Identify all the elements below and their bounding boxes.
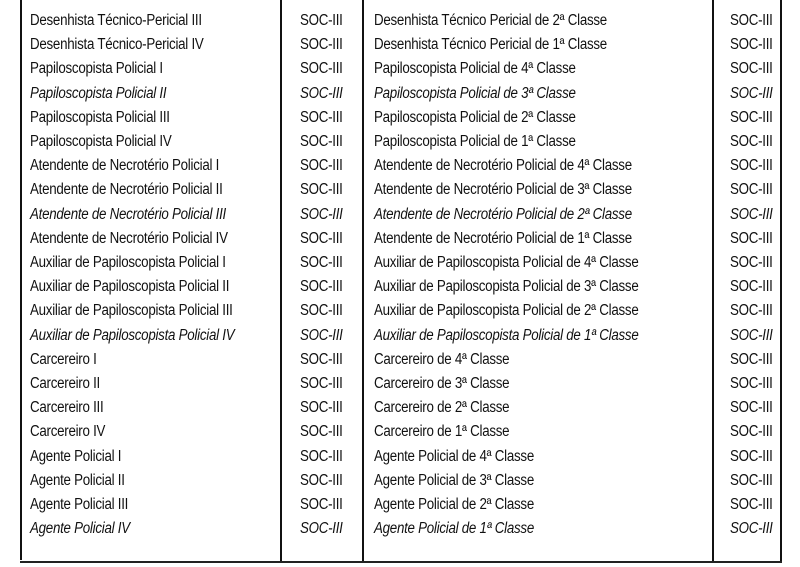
- cell-cargo-novo: Papiloscopista Policial de 2ª Classe: [374, 108, 576, 126]
- cell-cargo-novo: Agente Policial de 1ª Classe: [374, 520, 535, 538]
- table-row: [0, 298, 800, 324]
- cell-cargo-atual: Desenhista Técnico-Pericial IV: [30, 36, 204, 54]
- cell-cargo-atual: Desenhista Técnico-Pericial III: [30, 12, 202, 29]
- cell-cargo-atual: Auxiliar de Papiloscopista Policial II: [30, 278, 230, 296]
- cell-referencia-atual: SOC-III: [300, 302, 343, 320]
- cell-cargo-novo: Papiloscopista Policial de 1ª Classe: [374, 133, 576, 150]
- cell-referencia-atual: SOC-III: [300, 205, 343, 223]
- cell-cargo-novo: Atendente de Necrotério Policial de 2ª Classe: [374, 205, 632, 223]
- cell-cargo-atual: Auxiliar de Papiloscopista Policial I: [30, 254, 226, 271]
- cell-referencia-atual: SOC-III: [300, 157, 343, 175]
- table-row: [0, 468, 800, 494]
- cell-cargo-novo: Agente Policial de 3ª Classe: [374, 471, 535, 489]
- cell-referencia-nova: SOC-III: [730, 520, 773, 538]
- cell-cargo-novo: Agente Policial de 2ª Classe: [374, 496, 535, 513]
- cell-cargo-novo: Agente Policial de 4ª Classe: [374, 447, 535, 465]
- cell-cargo-novo: Papiloscopista Policial de 3ª Classe: [374, 84, 576, 102]
- cell-referencia-atual: SOC-III: [300, 181, 343, 199]
- table-row: [0, 56, 800, 82]
- cell-referencia-atual: SOC-III: [300, 60, 343, 78]
- cell-referencia-nova: SOC-III: [730, 133, 773, 150]
- table-row: [0, 444, 800, 470]
- cell-referencia-atual: SOC-III: [300, 496, 343, 513]
- cell-cargo-atual: Atendente de Necrotério Policial III: [30, 205, 226, 223]
- cell-referencia-atual: SOC-III: [300, 399, 343, 417]
- table-row: [0, 32, 800, 58]
- cell-cargo-atual: Auxiliar de Papiloscopista Policial III: [30, 302, 233, 320]
- cell-referencia-atual: SOC-III: [300, 326, 343, 344]
- cell-referencia-nova: SOC-III: [730, 278, 773, 296]
- cell-referencia-nova: SOC-III: [730, 471, 773, 489]
- cell-referencia-nova: SOC-III: [730, 350, 773, 368]
- cell-referencia-atual: SOC-III: [300, 471, 343, 489]
- cell-cargo-novo: Carcereiro de 3ª Classe: [374, 375, 510, 392]
- cell-referencia-nova: SOC-III: [730, 423, 773, 441]
- cell-referencia-atual: SOC-III: [300, 278, 343, 296]
- table-row: [0, 153, 800, 179]
- cell-referencia-nova: SOC-III: [730, 108, 773, 126]
- cell-referencia-nova: SOC-III: [730, 254, 773, 271]
- cell-cargo-atual: Atendente de Necrotério Policial I: [30, 157, 220, 175]
- cell-referencia-atual: SOC-III: [300, 36, 343, 54]
- table-row: [0, 177, 800, 203]
- cell-referencia-nova: SOC-III: [730, 496, 773, 513]
- cell-cargo-atual: Agente Policial IV: [30, 520, 130, 538]
- cell-referencia-atual: SOC-III: [300, 375, 343, 392]
- cell-cargo-novo: Atendente de Necrotério Policial de 1ª Classe: [374, 229, 632, 247]
- table-row: [0, 371, 800, 397]
- cell-cargo-novo: Atendente de Necrotério Policial de 4ª Classe: [374, 157, 632, 175]
- cell-cargo-atual: Atendente de Necrotério Policial IV: [30, 229, 228, 247]
- cell-cargo-atual: Carcereiro I: [30, 350, 97, 368]
- table-row: [0, 226, 800, 252]
- cell-referencia-nova: SOC-III: [730, 375, 773, 392]
- cell-cargo-novo: Auxiliar de Papiloscopista Policial de 3ª Classe: [374, 278, 639, 296]
- table-row: [0, 8, 800, 34]
- cell-referencia-nova: SOC-III: [730, 447, 773, 465]
- cell-cargo-atual: Carcereiro III: [30, 399, 104, 417]
- cell-cargo-novo: Desenhista Técnico Pericial de 2ª Classe: [374, 12, 607, 29]
- table-row: [0, 274, 800, 300]
- cell-cargo-novo: Atendente de Necrotério Policial de 3ª Classe: [374, 181, 632, 199]
- cell-cargo-novo: Desenhista Técnico Pericial de 1ª Classe: [374, 36, 607, 54]
- table-row: [0, 250, 800, 276]
- cell-cargo-novo: Carcereiro de 1ª Classe: [374, 423, 510, 441]
- table-row: [0, 323, 800, 349]
- cell-cargo-novo: Carcereiro de 2ª Classe: [374, 399, 510, 417]
- table-row: [0, 129, 800, 155]
- table-row: [0, 347, 800, 373]
- cell-cargo-atual: Carcereiro IV: [30, 423, 106, 441]
- cell-referencia-nova: SOC-III: [730, 326, 773, 344]
- cell-referencia-nova: SOC-III: [730, 36, 773, 54]
- cell-cargo-novo: Papiloscopista Policial de 4ª Classe: [374, 60, 576, 78]
- cell-cargo-novo: Carcereiro de 4ª Classe: [374, 350, 510, 368]
- cell-referencia-nova: SOC-III: [730, 302, 773, 320]
- cell-referencia-atual: SOC-III: [300, 423, 343, 441]
- table-row: [0, 202, 800, 228]
- cell-referencia-nova: SOC-III: [730, 205, 773, 223]
- cell-cargo-novo: Auxiliar de Papiloscopista Policial de 2ª Classe: [374, 302, 639, 320]
- cell-referencia-atual: SOC-III: [300, 133, 343, 150]
- cell-cargo-atual: Atendente de Necrotério Policial II: [30, 181, 223, 199]
- cell-referencia-nova: SOC-III: [730, 181, 773, 199]
- cell-cargo-atual: Carcereiro II: [30, 375, 100, 392]
- cell-cargo-atual: Papiloscopista Policial III: [30, 108, 170, 126]
- cell-cargo-atual: Agente Policial I: [30, 447, 122, 465]
- cell-cargo-atual: Papiloscopista Policial II: [30, 84, 167, 102]
- cell-referencia-atual: SOC-III: [300, 229, 343, 247]
- table-row: [0, 419, 800, 445]
- cell-referencia-nova: SOC-III: [730, 229, 773, 247]
- cell-referencia-nova: SOC-III: [730, 399, 773, 417]
- cell-referencia-atual: SOC-III: [300, 447, 343, 465]
- bottom-border: [20, 561, 782, 563]
- table-row: [0, 516, 800, 542]
- table-row: [0, 492, 800, 518]
- cell-referencia-atual: SOC-III: [300, 84, 343, 102]
- cell-cargo-atual: Papiloscopista Policial IV: [30, 133, 172, 150]
- cell-cargo-atual: Papiloscopista Policial I: [30, 60, 163, 78]
- table-row: [0, 395, 800, 421]
- cell-cargo-novo: Auxiliar de Papiloscopista Policial de 4ª Classe: [374, 254, 639, 271]
- cell-referencia-nova: SOC-III: [730, 12, 773, 29]
- cell-referencia-atual: SOC-III: [300, 254, 343, 271]
- cell-referencia-nova: SOC-III: [730, 157, 773, 175]
- table-row: [0, 81, 800, 107]
- cell-referencia-atual: SOC-III: [300, 350, 343, 368]
- cell-referencia-atual: SOC-III: [300, 520, 343, 538]
- cell-referencia-nova: SOC-III: [730, 84, 773, 102]
- cell-cargo-atual: Agente Policial III: [30, 496, 129, 513]
- cell-referencia-atual: SOC-III: [300, 108, 343, 126]
- table-row: [0, 105, 800, 131]
- cell-cargo-novo: Auxiliar de Papiloscopista Policial de 1ª Classe: [374, 326, 639, 344]
- cell-cargo-atual: Agente Policial II: [30, 471, 125, 489]
- cell-cargo-atual: Auxiliar de Papiloscopista Policial IV: [30, 326, 235, 344]
- cell-referencia-atual: SOC-III: [300, 12, 343, 29]
- cell-referencia-nova: SOC-III: [730, 60, 773, 78]
